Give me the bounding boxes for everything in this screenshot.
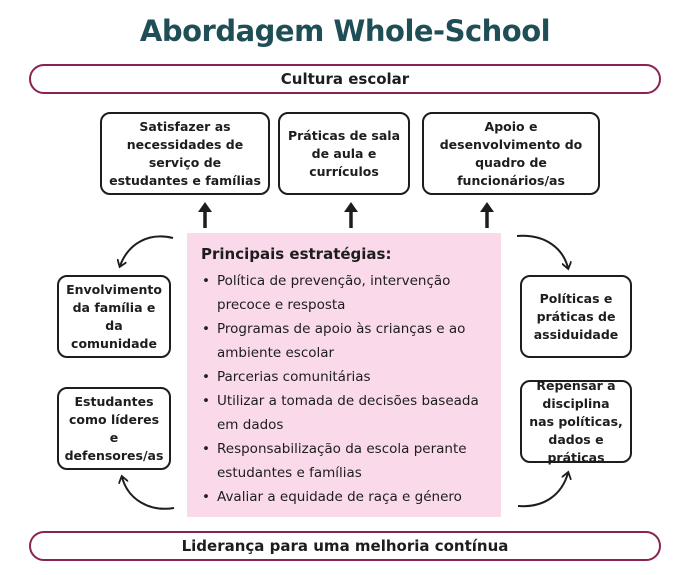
strategy-item: • Responsabilização da escola perante estudantes e famílias [201, 437, 493, 485]
up-arrow [344, 202, 358, 228]
up-arrow [480, 202, 494, 228]
top-box-classroom: Práticas de sala de aula e currículos [278, 112, 410, 195]
up-arrow [198, 202, 212, 228]
strategy-item: • Parcerias comunitárias [201, 365, 493, 389]
strategy-item: • Utilizar a tomada de decisões baseada em dados [201, 389, 493, 437]
curved-arrow [518, 473, 568, 506]
bottom-banner: Liderança para uma melhoria contínua [29, 531, 661, 561]
strategy-item: • Programas de apoio às crianças e ao ambiente escolar [201, 317, 493, 365]
curved-arrow [120, 236, 173, 266]
left-box-family: Envolvimento da família e da comunidade [57, 275, 171, 358]
strategy-item: • Política de prevenção, intervenção precoce e resposta [201, 269, 493, 317]
top-box-staff: Apoio e desenvolvimento do quadro de funcionários/as [422, 112, 600, 195]
curved-arrow [122, 477, 174, 509]
right-box-discipline: Repensar a disciplina nas políticas, dados e práticas [520, 380, 632, 463]
diagram-title: Abordagem Whole-School [139, 14, 551, 48]
curved-arrow [517, 236, 568, 268]
strategies-heading: Principais estratégias: [201, 245, 392, 263]
top-banner: Cultura escolar [29, 64, 661, 94]
left-box-students: Estudantes como líderes e defensores/as [57, 387, 171, 470]
top-box-services: Satisfazer as necessidades de serviço de estudantes e famílias [100, 112, 270, 195]
right-box-attendance: Políticas e práticas de assiduidade [520, 275, 632, 358]
strategy-item: • Avaliar a equidade de raça e género [201, 485, 493, 509]
